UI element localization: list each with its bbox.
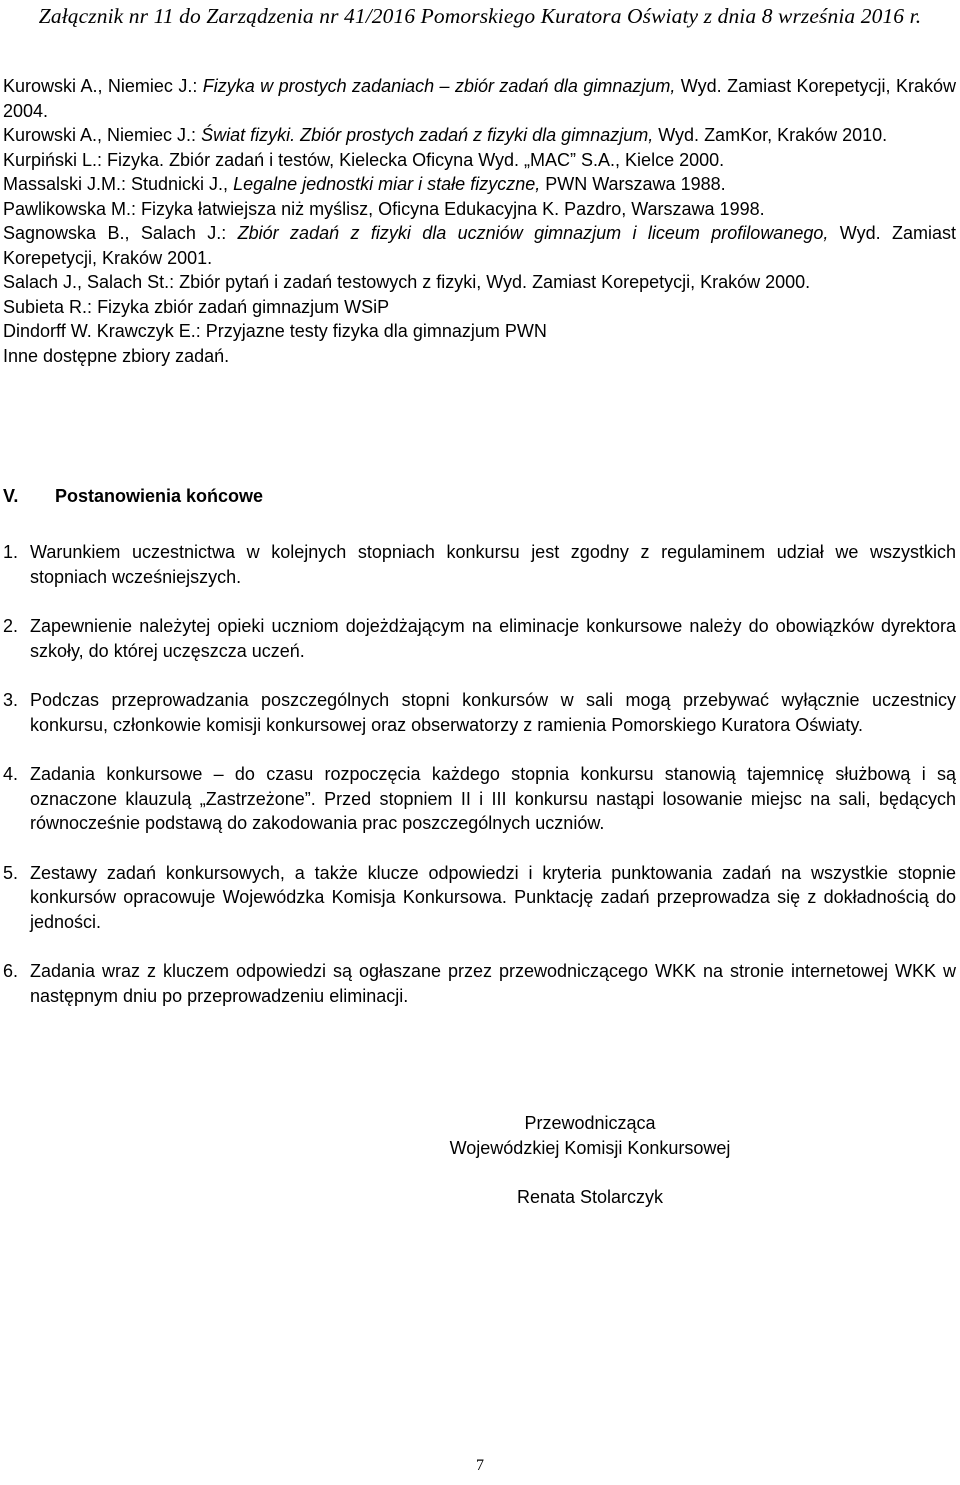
bib-publisher: PWN Warszawa 1988. <box>540 174 726 194</box>
bib-author: Pawlikowska M.: <box>3 198 142 219</box>
bib-author: Kurowski A., Niemiec J.: <box>3 76 203 96</box>
bib-publisher: Wyd. ZamKor, Kraków 2010. <box>653 125 888 145</box>
signature-body: Wojewódzkiej Komisji Konkursowej <box>449 1138 731 1158</box>
bib-author: Subieta R.: <box>3 296 98 317</box>
bib-publisher: Wyd. Zamiast Korepetycji, Kraków 2001. <box>3 223 957 268</box>
bibliography-entry <box>3 123 956 148</box>
section-heading <box>3 486 263 507</box>
bib-author: Salach J., Salach St.: <box>3 272 180 292</box>
provision-text: Zadania konkursowe – do czasu rozpoczęcia każdego stopnia konkursu stanowią tajemnicę służbową i są oznaczone klauzulą „Zastrzeżone”. Przed stopniem II i III konkursu nastąpi losowanie miejsc na sali, będących równocześnie podstawą do zakodowania prac poszczególnych uczniów. <box>30 764 956 833</box>
bib-author: Kurowski A., Niemiec J.: <box>3 125 202 145</box>
bib-author: Kurpiński L.: <box>3 149 108 170</box>
provision-item <box>3 762 956 836</box>
bibliography-entry <box>3 221 956 270</box>
bib-publisher: Przyjazne testy fizyka dla gimnazjum PWN <box>205 321 547 341</box>
provision-text: Zadania wraz z kluczem odpowiedzi są ogłaszane przez przewodniczącego WKK na stronie internetowej WKK w następnym dniu po przeprowadzeniu eliminacji. <box>30 961 956 1006</box>
provision-number: 4. <box>3 764 19 784</box>
provision-number: 6. <box>3 961 19 981</box>
bib-publisher: Fizyka. Zbiór zadań i testów, Kielecka Oficyna Wyd. „MAC” S.A., Kielce 2000. <box>107 149 725 170</box>
provision-item <box>3 861 956 935</box>
bibliography-list <box>3 74 956 368</box>
provision-item <box>3 540 956 589</box>
bibliography-entry <box>3 270 956 295</box>
bib-title: Zbiór zadań z fizyki dla uczniów gimnazjum i liceum profilowanego, <box>237 223 829 243</box>
bibliography-entry <box>3 197 956 222</box>
bib-publisher: Fizyka łatwiejsza niż myślisz, Oficyna Edukacyjna K. Pazdro, Warszawa 1998. <box>141 198 765 219</box>
provisions-list <box>3 540 956 1033</box>
provision-text: Zapewnienie należytej opieki uczniom dojeżdżającym na eliminacje konkursowe należy do obowiązków dyrektora szkoły, do której uczęszcza uczeń. <box>30 616 956 661</box>
bib-title: Fizyka w prostych zadaniach – zbiór zadań dla gimnazjum, <box>202 76 676 96</box>
provision-number: 5. <box>3 862 19 883</box>
provision-number: 1. <box>3 542 19 562</box>
section-number: V. <box>3 486 19 506</box>
provision-text: Zestawy zadań konkursowych, a także klucze odpowiedzi i kryteria punktowania zadań na wszystkie stopnie konkursów opracowuje Wojewódzka Komisja Konkursowa. Punktację zadań przeprowadza się z dokładnością do jedności. <box>30 862 956 932</box>
provision-text: Warunkiem uczestnictwa w kolejnych stopniach konkursu jest zgodny z regulaminem udział we wszystkich stopniach wcześniejszych. <box>30 542 956 587</box>
signature-name: Renata Stolarczyk <box>516 1187 664 1207</box>
provision-item <box>3 614 956 663</box>
bib-title: Świat fizyki. Zbiór prostych zadań z fizyki dla gimnazjum, <box>201 125 654 145</box>
bib-publisher: Fizyka zbiór zadań gimnazjum WSiP <box>97 296 390 317</box>
bibliography-entry <box>3 295 956 320</box>
bibliography-entry <box>3 74 956 123</box>
bib-author: Sagnowska B., Salach J.: <box>3 223 238 243</box>
bibliography-entry <box>3 172 956 197</box>
section-title: Postanowienia końcowe <box>55 486 264 506</box>
provision-number: 2. <box>3 616 19 636</box>
provision-item <box>3 959 956 1008</box>
provision-number: 3. <box>3 690 19 710</box>
signature-role: Przewodnicząca <box>524 1113 656 1133</box>
provision-item <box>3 688 956 737</box>
bib-title: Legalne jednostki miar i stałe fizyczne, <box>233 174 541 194</box>
bibliography-entry <box>3 344 956 369</box>
bib-publisher: Wyd. Zamiast Korepetycji, Kraków 2004. <box>3 76 956 121</box>
bib-publisher: Zbiór pytań i zadań testowych z fizyki, Wyd. Zamiast Korepetycji, Kraków 2000. <box>179 272 811 292</box>
document-header: Załącznik nr 11 do Zarządzenia nr 41/2016 Pomorskiego Kuratora Oświaty z dnia 8 września 2016 r. <box>38 4 922 28</box>
bib-publisher: Inne dostępne zbiory zadań. <box>3 345 230 366</box>
provision-text: Podczas przeprowadzania poszczególnych stopni konkursów w sali mogą przebywać wyłącznie uczestnicy konkursu, członkowie komisji konkursowej oraz obserwatorzy z ramienia Pomorskiego Kuratora Oświaty. <box>30 690 956 735</box>
bibliography-entry <box>3 319 956 344</box>
bib-author: Massalski J.M.: Studnicki J., <box>3 174 234 194</box>
bibliography-entry <box>3 148 956 173</box>
bib-author: Dindorff W. Krawczyk E.: <box>3 321 206 341</box>
page-number: 7 <box>476 1457 484 1474</box>
